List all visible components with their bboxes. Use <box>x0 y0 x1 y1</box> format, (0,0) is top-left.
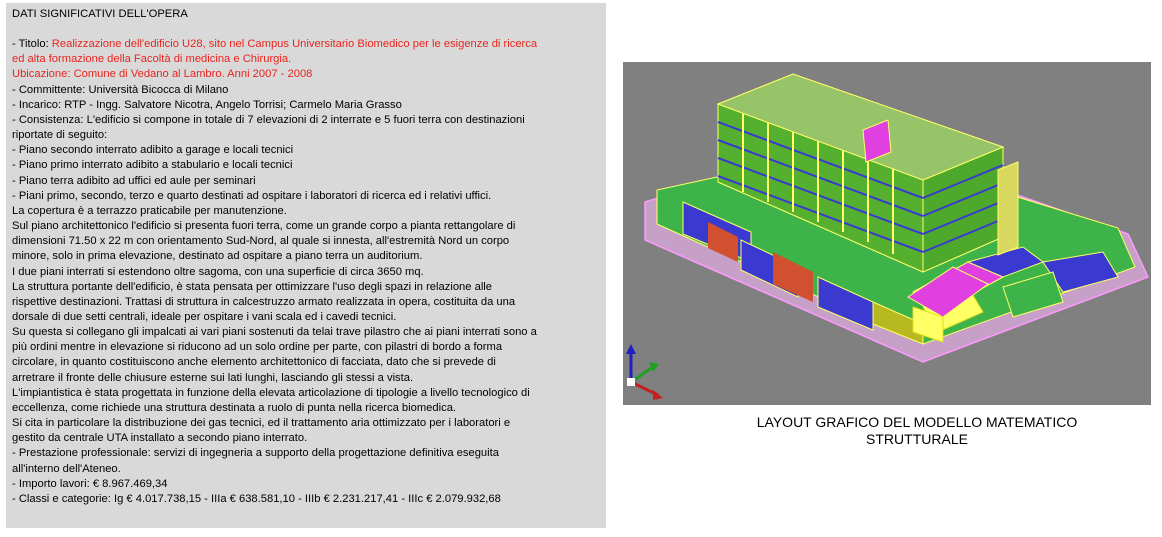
text-line: rispettive destinazioni. Trattasi di struttura in calcestruzzo armato realizzata in opera, costituita da una <box>12 295 516 308</box>
text-line: minore, solo in prima elevazione, destinato ad ospitare a piano terra un auditorium. <box>12 250 423 263</box>
text-line: più ordini mentre in elevazione si riducono ad un solo ordine per parte, con pilastri di bordo a forma <box>12 341 503 354</box>
text-line: - Incarico: RTP - Ingg. Salvatore Nicotra, Angelo Torrisi; Carmelo Maria Grasso <box>12 98 402 111</box>
text-line: gestito da centrale UTA installato a secondo piano interrato. <box>12 432 308 445</box>
text-line: dimensioni 71.50 x 22 m con orientamento Sud-Nord, al quale si innesta, all'estremità Nord un corpo <box>12 235 510 248</box>
text-line: - Committente: Università Bicocca di Milano <box>12 83 229 96</box>
text-line: Su questa si collegano gli impalcati ai vari piani sostenuti da telai trave pilastro che ai piani interrati sono a <box>12 326 537 339</box>
title-text: Realizzazione dell'edificio U28, sito nel Campus Universitario Biomedico per le esigenze di ricerca <box>51 38 538 51</box>
text-line: I due piani interrati si estendono oltre sagoma, con una superficie di circa 3650 mq. <box>12 265 424 278</box>
text-line: - Prestazione professionale: servizi di ingegneria a supporto della progettazione definitiva eseguita <box>12 447 499 460</box>
spacer <box>12 22 606 37</box>
text-line: dorsale di due setti centrali, ideale per ospitare i vani scala ed i cavedi tecnici. <box>12 310 397 323</box>
text-line: - Piano secondo interrato adibito a garage e locali tecnici <box>12 144 294 157</box>
text-line: L'impiantistica è stata progettata in funzione della elevata articolazione di tipologie a livello tecnologico di <box>12 386 530 399</box>
text-line: La copertura è a terrazzo praticabile per manutenzione. <box>12 204 287 217</box>
text-line: - Importo lavori: € 8.967.469,34 <box>12 477 168 490</box>
text-line: - Piani primo, secondo, terzo e quarto destinati ad ospitare i laboratori di ricerca ed i relativi uffici. <box>12 189 492 202</box>
text-line: - Consistenza: L'edificio si compone in totale di 7 elevazioni di 2 interrate e 5 fuori terra con destinazioni <box>12 113 525 126</box>
text-line: - Classi e categorie: Ig € 4.017.738,15 - IIIa € 638.581,10 - IIIb € 2.231.217,41 - IIIc € 2.079.932,68 <box>12 492 501 505</box>
caption-line-1: LAYOUT GRAFICO DEL MODELLO MATEMATICO <box>756 414 1078 430</box>
text-line: Sul piano architettonico l'edificio si presenta fuori terra, come un grande corpo a pianta rettangolare di <box>12 220 516 233</box>
text-line: riportate di seguito: <box>12 129 108 142</box>
text-line: all'interno dell'Ateneo. <box>12 462 121 475</box>
title-prefix: - Titolo: <box>12 38 52 51</box>
text-line: arretrare il fronte delle chiusure esterne sui lati lunghi, lasciando gli stessi a vista. <box>12 371 414 384</box>
project-data-panel <box>6 3 606 528</box>
panel-heading: DATI SIGNIFICATIVI DELL'OPERA <box>12 8 188 20</box>
caption-line-2: STRUTTURALE <box>866 431 968 447</box>
text-line: - Piano terra adibito ad uffici ed aule per seminari <box>12 174 256 187</box>
text-line: - Piano primo interrato adibito a stabulario e locali tecnici <box>12 159 293 172</box>
title-line-1 <box>12 37 606 52</box>
building-3d-render <box>623 62 1151 405</box>
text-line: eccellenza, come richiede una struttura destinata a ruolo di punta nella ricerca biomedica. <box>12 401 457 414</box>
structural-model-image <box>623 62 1151 405</box>
location-line: Ubicazione: Comune di Vedano al Lambro. Anni 2007 - 2008 <box>12 68 313 81</box>
text-line: Si cita in particolare la distribuzione dei gas tecnici, ed il trattamento aria ottimizzato per i laboratori e <box>12 417 511 430</box>
title-line-2: ed alta formazione della Facoltà di medicina e Chirurgia. <box>12 53 292 66</box>
figure-caption <box>623 414 1162 448</box>
text-line: circolare, in quanto costituiscono anche elemento architettonico di facciata, dato che si prevede di <box>12 356 496 369</box>
text-line: La struttura portante dell'edificio, è stata pensata per ottimizzare l'uso degli spazi in relazione alle <box>12 280 493 293</box>
